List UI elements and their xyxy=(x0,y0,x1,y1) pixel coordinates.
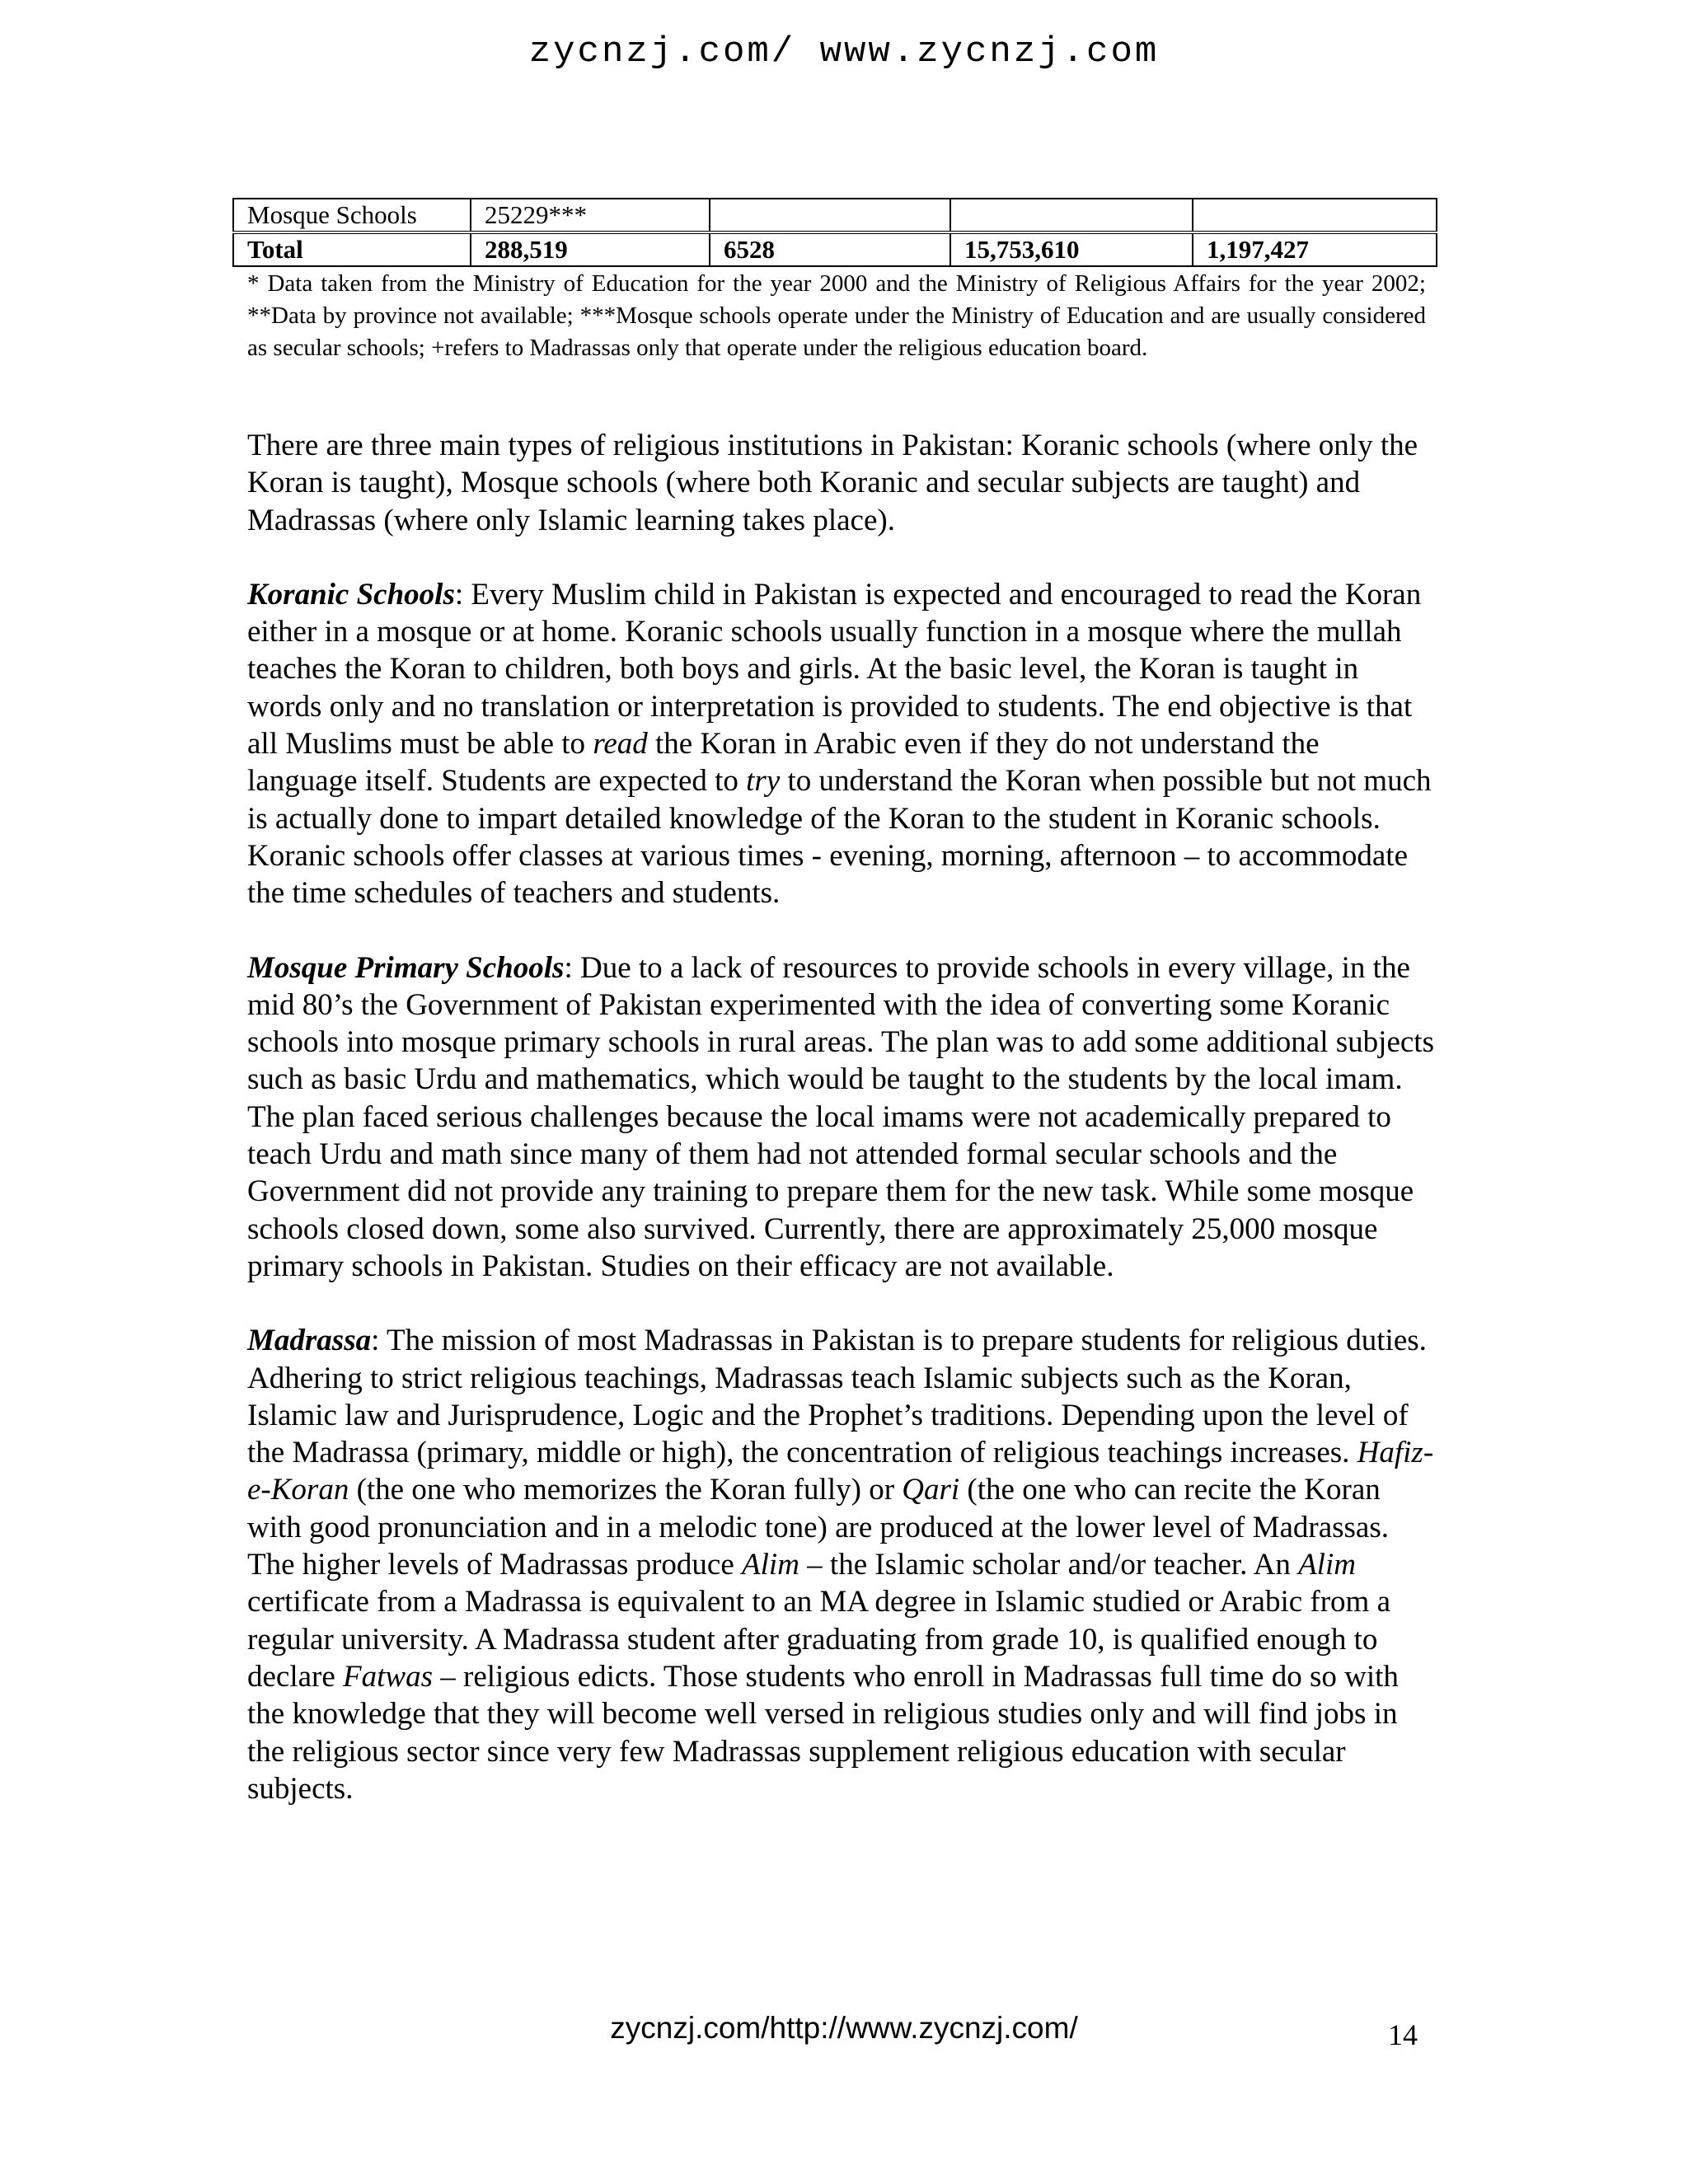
paragraph-text: – religious edicts. Those students who enroll in Madrassas full time do so with the knowledge that they will become well versed in religious studies only and will find jobs in the religious sector since very few Madrassas supplement religious education with secular subjects. xyxy=(247,1659,1399,1806)
heading-separator: : xyxy=(371,1324,380,1358)
table-row-total xyxy=(233,232,1437,266)
koranic-schools-paragraph xyxy=(247,576,1434,912)
table-cell: 1,197,427 xyxy=(1193,232,1437,266)
footer-watermark: zycnzj.com/http://www.zycnzj.com/ xyxy=(610,2011,1078,2045)
emphasis: Hafiz-e-Koran xyxy=(247,1436,1434,1507)
emphasis: try xyxy=(746,764,781,799)
statistics-table xyxy=(232,198,1437,267)
paragraph-text: to understand the Koran when possible but not much is actually done to impart detailed knowledge of the Koran to the student in Koranic schools. Koranic schools offer classes at various times - evening, morning, afternoon – to accommodate the time schedules of teachers and students. xyxy=(247,764,1432,911)
paragraph-text: The mission of most Madrassas in Pakistan is to prepare students for religious duties. Adhering to strict religious teachings, Madrassas teach Islamic subjects such as the Koran, Islamic law and Jurisprudence, Logic and the Prophet’s traditions. Depending upon the level of the Madrassa (primary, middle or high), the concentration of religious teachings increases. xyxy=(247,1324,1427,1470)
table-row xyxy=(233,199,1437,232)
emphasis: read xyxy=(593,727,648,762)
table-cell: 25229*** xyxy=(471,199,710,232)
emphasis: Qari xyxy=(902,1473,960,1507)
page-number: 14 xyxy=(1388,2018,1418,2051)
table-cell: 6528 xyxy=(710,232,950,266)
heading-separator: : xyxy=(564,950,573,985)
table-cell xyxy=(1193,199,1437,232)
koranic-schools-heading: Koranic Schools xyxy=(247,577,455,612)
paragraph-text: the Koran in Arabic even if they do not understand the language itself. Students are expected to xyxy=(247,727,1320,799)
table-cell: Mosque Schools xyxy=(233,199,471,232)
table-footnote: * Data taken from the Ministry of Education for the year 2000 and the Ministry of Religious Affairs for the year 2002; **Data by province not available; ***Mosque schools operate under the Ministry of Education and are usually considered as secular schools; +refers to Madrassas only that operate under the religious education board. xyxy=(247,270,1426,361)
table-cell: 288,519 xyxy=(471,232,710,266)
emphasis: Alim xyxy=(742,1548,799,1582)
intro-paragraph: There are three main types of religious institutions in Pakistan: Koranic schools (where only the Koran is taught), Mosque schools (where both Koranic and secular subjects are taught) and Madrassas (where only Islamic learning takes place). xyxy=(247,429,1418,537)
table-cell: Total xyxy=(233,232,471,266)
madrassa-heading: Madrassa xyxy=(247,1324,372,1358)
emphasis: Alim xyxy=(1298,1548,1356,1582)
body-text xyxy=(247,427,1434,1807)
paragraph-text: certificate from a Madrassa is equivalent to an MA degree in Islamic studied or Arabic from a regular university. A Madrassa student after graduating from grade 10, is qualified enough to declare xyxy=(247,1585,1391,1694)
paragraph-text: Every Muslim child in Pakistan is expected and encouraged to read the Koran either in a mosque or at home. Koranic schools usually function in a mosque where the mullah teaches the Koran to children, both boys and girls. At the basic level, the Koran is taught in words only and no translation or interpretation is provided to students. The end objective is that all Muslims must be able to xyxy=(247,577,1422,762)
header-watermark: zycnzj.com/ www.zycnzj.com xyxy=(528,31,1160,73)
emphasis: Fatwas xyxy=(343,1659,434,1694)
table-cell xyxy=(950,199,1193,232)
heading-separator: : xyxy=(454,577,464,612)
table-cell: 15,753,610 xyxy=(950,232,1193,266)
mosque-schools-heading: Mosque Primary Schools xyxy=(247,950,565,985)
paragraph-text: Due to a lack of resources to provide schools in every village, in the mid 80’s the Government of Pakistan experimented with the idea of converting some Koranic schools into mosque primary schools in rural areas. The plan was to add some additional subjects such as basic Urdu and mathematics, which would be taught to the students by the local imam. The plan faced serious challenges because the local imams were not academically prepared to teach Urdu and math since many of them had not attended formal secular schools and the Government did not provide any training to prepare them for the new task. While some mosque schools closed down, some also survived. Currently, there are approximately 25,000 mosque primary schools in Pakistan. Studies on their efficacy are not available. xyxy=(247,950,1434,1283)
paragraph-text: (the one who can recite the Koran with good pronunciation and in a melodic tone) are produced at the lower level of Madrassas. The higher levels of Madrassas produce xyxy=(247,1473,1390,1582)
madrassa-paragraph xyxy=(247,1322,1434,1807)
paragraph-text: – the Islamic scholar and/or teacher. An xyxy=(799,1548,1299,1582)
table-cell xyxy=(710,199,950,232)
mosque-schools-paragraph xyxy=(247,949,1434,1286)
paragraph-text: (the one who memorizes the Koran fully) or xyxy=(349,1473,903,1507)
